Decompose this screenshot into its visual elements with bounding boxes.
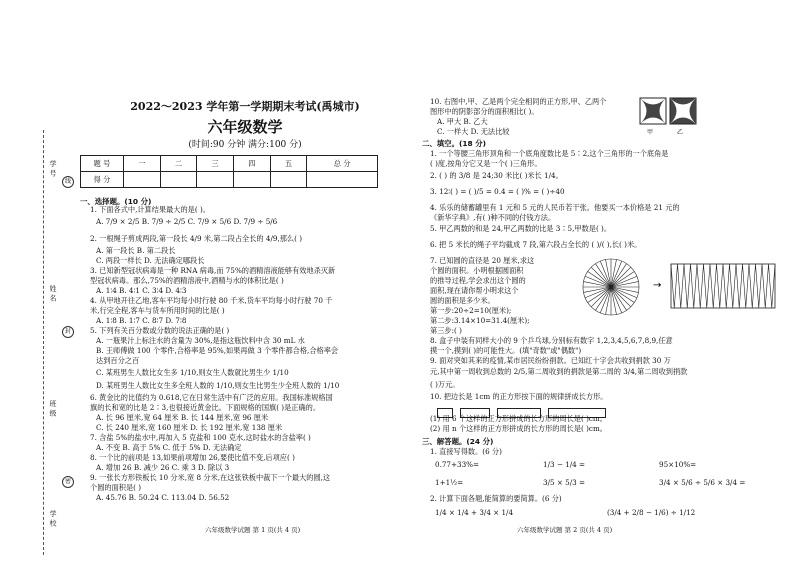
calc-item: 3/4 × 5/6 ÷ 5/6 × 3/4 = [659,478,746,487]
option-line: A. 45.76 B. 50.24 C. 113.04 D. 56.52 [96,493,230,502]
question-line: 旗的长和宽的比是 2∶3,也很接近黄金比。下面规格的国旗( )是正确的。 [90,403,321,412]
calc-item: 0.77+33%= [435,460,480,469]
fill-line: 6. 把 5 米长的绳子平均截成 7 段,第六段占全长的 ( )/( ),长( )米。 [430,240,642,249]
seal-secret-mark: 密 [62,476,74,488]
seal-line-mark: 线 [62,176,74,188]
score-cell[interactable] [270,172,307,188]
option-line: 达到百分之百 [96,356,140,365]
simplify-title: 2. 计算下面各题,能简算的要简算。(6 分) [430,494,562,503]
option-line: C. 一样大 D. 无法比较 [437,127,510,136]
question-line: 型冠状病毒。那么,75%的酒精溶液中,酒精与水的体积比是( ) [90,276,284,285]
fill-line: 10. 把边长是 1cm 的正方形按下面的规律拼成长方形。 [430,392,608,401]
score-cell[interactable] [160,172,197,188]
calc-title: 1. 直接写得数。(6 分) [430,447,502,456]
side-label-student-id: 学 号 [49,160,57,177]
figure-label-yi: 乙 [677,129,684,136]
option-line: A. 一瓶果汁上标注水的含量为 30%,是指这瓶饮料中含 30 mL 水 [96,336,305,345]
simplify-item: 1/4 × 1/4 + 3/4 × 1/4 [435,508,514,517]
fill-line: 摸一个,摸到( )的可能性大。(填"奇数"或"偶数") [430,346,582,355]
score-cell[interactable] [124,172,161,188]
circle-sector-line [591,267,611,287]
fill-line: 《新华字典》,有( )种不同的付钱方法。 [430,213,556,222]
score-header-cell: 五 [270,156,307,172]
calc-item: 1/3 − 1/4 = [543,460,586,469]
question-line: 1. 下面各式中,计算结果最大的是( )。 [90,205,210,214]
option-line: A. 长 96 厘米,宽 64 厘米 B. 长 144 厘米,宽 96 厘米 [96,413,269,422]
question-line: 3. 已知新型冠状病毒是一种 RNA 病毒,而 75%的酒精溶液能够有效地杀灭新 [90,266,336,275]
calc-item: 95×10%= [659,460,697,469]
circle-sector-line [611,267,631,287]
option-line: A. 1∶4 B. 4∶1 C. 3∶4 D. 4∶3 [96,286,187,295]
option-line: A. 增加 26 B. 减少 26 C. 乘 3 D. 除以 3 [96,463,230,472]
option-line: A. 7/9 × 2/5 B. 7/9 ÷ 2/5 C. 7/9 × 5/6 D. 7/9 ÷ 5/6 [96,217,278,226]
option-line: A. 甲大 B. 乙大 [437,117,488,126]
question-line: 米,行完全程,客车与货车所用时间的比是( ) [90,306,225,315]
page-footer-left: 六年级数学试题 第 1 页(共 4 页) [205,526,301,534]
option-line: C. 某班男生人数比女生多 1/10,则女生人数就比男生少 1/10 [96,368,289,377]
exam-subtitle: 六年级数学 [207,118,283,136]
score-header-cell: 题 号 [81,156,124,172]
fill-line: 第二步:3.14×10=31.4(厘米); [430,316,530,325]
fill-line: 3. 12∶( ) = ( )/5 = 0.4 = ( )% = ( )÷40 [430,187,565,196]
fill-line: 1. 一个等腰三角形顶角和一个底角度数比是 5∶2,这个三角形的一个底角是 [430,149,669,158]
question-line: 6. 黄金比的比值约为 0.618,它在日常生活中有广泛的应用。我国标准规格国 [90,393,333,402]
calc-item: 1+1½= [435,478,464,487]
fill-line: ( )万元。 [430,380,460,389]
score-header-cell: 四 [233,156,270,172]
fill-line: (2) 用 n 个这样的正方形拼成的长方形的周长是( )cm。 [430,424,607,433]
question-line: 10. 右图中,甲、乙是两个完全相同的正方形,甲、乙两个 [430,97,607,106]
calc-item: 3/5 × 5/3 = [543,478,586,487]
side-label-name: 姓 名 [49,285,57,302]
option-line: B. 王师傅做 100 个零件,合格率是 95%,如果再做 3 个零件都合格,合格率会 [96,346,339,355]
score-table [80,155,378,188]
fill-line: 个圆的面积。小明根据圆面积 [430,266,524,275]
score-cell[interactable] [233,172,270,188]
option-line: C. 两段一样长 D. 无法确定哪段长 [96,256,205,265]
svg-text:→: → [653,280,662,291]
section-choice-heading: 一、选择题。(10 分) [80,197,152,206]
question-line: 5. 下列有关百分数或分数的说法正确的是( ) [90,326,230,335]
score-header-cell: 二 [160,156,197,172]
option-line: A. 1∶8 B. 1∶7 C. 8∶7 D. 7∶8 [96,316,187,325]
question-line: 7. 含盐 5%的盐水中,再加入 5 克盐和 100 克水,这时盐水的含盐率( ) [90,433,311,442]
question-line: 8. 一个比的前项是 13,如果前项增加 26,要使比值不变,后项应( ) [90,453,295,462]
seal-seal-mark: 封 [62,326,74,338]
page-right [397,0,794,561]
fill-line: 元,其中第一周收到总数的 2/5,第二周收到的捐款是第二周的 3/4,第二周收到捐款 [430,367,688,376]
question-line: 4. 从甲地开往乙地,客车平均每小时行驶 80 千米,货车平均每小时行驶 70 千 [90,296,333,305]
question-line: 9. 一张长方形铁板长 10 分米,宽 8 分米,在这张铁板中裁下一个最大的圆,这 [90,473,331,482]
score-cell[interactable] [307,172,378,188]
question-line: 图形中的阴影部分的面积相比( )。 [430,107,539,116]
score-table-header-row [81,156,378,172]
fill-line: 5. 甲乙两数的和是 24,甲乙两数的比是 3∶5,甲数是( )。 [430,224,612,233]
fill-line: 9. 面对突如其来的疫情,某市居民纷纷捐款。已知红十字会共收到捐款 30 万 [430,356,671,365]
fill-line: ( )度,按角分它又是一个( )三角形。 [430,159,542,168]
side-label-school: 学 校 [49,510,57,527]
fill-line: 第三步:( ) [430,326,462,335]
square-jia-figure [639,97,697,129]
fill-line: 8. 盒子中装有同样大小的 9 个乒乓球,分别标有数字 1,2,3,4,5,6,7,8,9,任意 [430,336,673,345]
question-line: 2. 一根绳子剪成两段,第一段长 4/9 米,第二段占全长的 4/9,那么( ) [90,234,303,243]
fill-line: 面积,现在请你帮小明求这个 [430,286,519,295]
figure-label-jia: 甲 [647,129,654,136]
score-header-cell: 一 [124,156,161,172]
option-line: C. 长 240 厘米,宽 160 厘米 D. 长 192 厘米,宽 138 厘米 [96,423,283,432]
section-fill-heading: 二、填空。(18 分) [422,139,486,148]
fill-line: 2. ( ) 的 3/8 是 24;30 米比( )米长 1/4。 [430,171,563,180]
section-solve-heading: 三、解答题。(24 分) [422,437,494,446]
side-label-class: 班 级 [49,400,57,417]
exam-time-line: (时间:90 分钟 满分:100 分) [188,140,302,150]
option-line: A. 不变 B. 高于 5% C. 低于 5% D. 无法确定 [96,443,242,452]
score-row-label: 得 分 [81,172,124,188]
score-header-cell: 总 分 [307,156,378,172]
fill-line: 4. 乐乐的储蓄罐里有 1 元和 5 元的人民币若干张。他要买一本价格是 21 元的 [430,203,680,212]
simplify-item: (3/4 + 2/8 − 1/6) ÷ 1/12 [607,508,696,517]
question-line: 个圆的面积是( ) [90,483,142,492]
binding-line [43,130,44,555]
fill-line: 7. 已知圆的直径是 20 厘米,求这 [430,256,535,265]
zigzag-sectors [671,264,775,308]
fill-line: (1) 用 6 个这样的正方形拼成的长方形的周长是( )cm。 [430,414,607,423]
score-cell[interactable] [197,172,234,188]
exam-title: 2022～2023 学年第一学期期末考试(禹城市) [130,100,360,113]
fill-line: 的推导过程,学会求出这个圆的 [430,276,526,285]
circle-sector-line [591,287,611,307]
circle-sector-line [611,287,631,307]
option-line: D. 某班男生人数比女生多全班人数的 1/10,则女生比男生少全班人数的 1/10 [96,381,340,390]
page-footer-right: 六年级数学试题 第 2 页(共 4 页) [517,526,613,534]
fill-line: 第一步:20÷2=10(厘米); [430,306,512,315]
score-header-cell: 三 [197,156,234,172]
fill-line: 圆的面积是多少米。 [430,296,495,305]
option-line: A. 第一段长 B. 第二段长 [96,246,176,255]
circle-to-rectangle-figure [579,256,779,318]
score-table-score-row [81,172,378,188]
